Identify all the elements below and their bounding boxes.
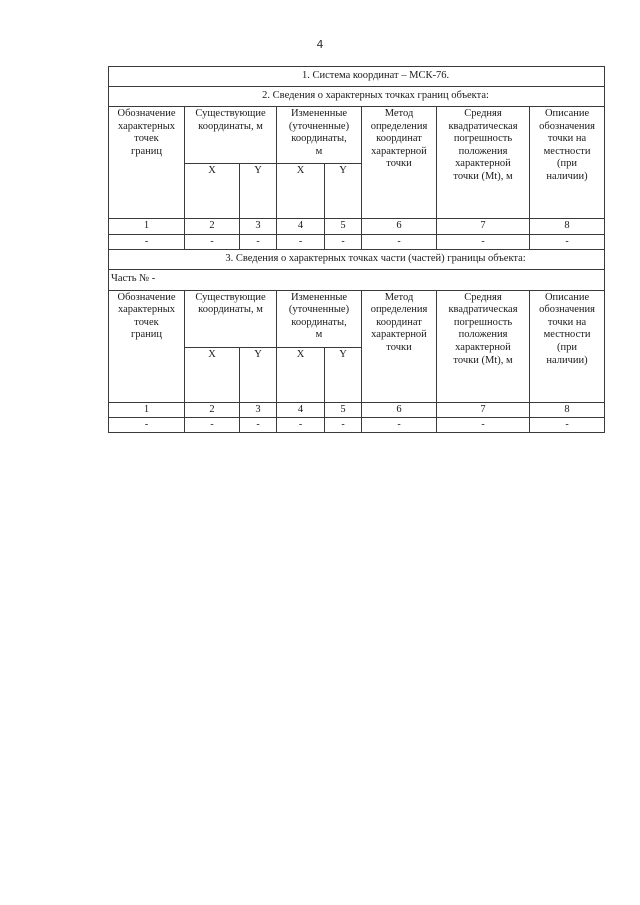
header-existing-x: X [185, 347, 240, 402]
table-row [109, 234, 605, 249]
coordinate-system-row [109, 67, 605, 87]
column-number: 2 [185, 402, 240, 418]
column-number: 8 [530, 219, 605, 235]
header-existing-coordinates: Существующие координаты, м [185, 107, 277, 164]
page-number: 4 [316, 38, 324, 51]
header-description: Описание обозначения точки на местности (при наличии) [530, 290, 605, 402]
coordinate-system-text: 1. Система координат – МСК-76. [109, 67, 605, 87]
table-row [109, 418, 605, 433]
column-number: 8 [530, 402, 605, 418]
column-number: 6 [362, 402, 437, 418]
header-changed-coordinates: Измененные (уточненные) координаты, м [277, 290, 362, 347]
header-changed-y: Y [325, 164, 362, 219]
header-row [109, 290, 605, 347]
table-cell: - [185, 234, 240, 249]
column-number: 6 [362, 219, 437, 235]
table-cell: - [325, 418, 362, 433]
column-number: 4 [277, 219, 325, 235]
table-cell: - [277, 234, 325, 249]
column-number: 2 [185, 219, 240, 235]
table-cell: - [362, 234, 437, 249]
table-cell: - [240, 418, 277, 433]
header-changed-coordinates: Измененные (уточненные) координаты, м [277, 107, 362, 164]
column-number: 3 [240, 219, 277, 235]
header-existing-x: X [185, 164, 240, 219]
table-cell: - [437, 234, 530, 249]
header-changed-x: X [277, 164, 325, 219]
part-label: Часть № - [109, 269, 605, 290]
table-cell: - [362, 418, 437, 433]
section-3-row [109, 249, 605, 269]
header-existing-y: Y [240, 164, 277, 219]
table-cell: - [109, 234, 185, 249]
header-mean-square-error: Средняя квадратическая погрешность положения характерной точки (Mt), м [437, 290, 530, 402]
table-cell: - [325, 234, 362, 249]
table-cell: - [240, 234, 277, 249]
section-2-title: 2. Сведения о характерных точках границ объекта: [109, 87, 605, 107]
part-row [109, 269, 605, 290]
boundary-points-table [108, 66, 605, 433]
column-number-row [109, 219, 605, 235]
table-cell: - [530, 418, 605, 433]
column-number-row [109, 402, 605, 418]
table-cell: - [109, 418, 185, 433]
column-number: 3 [240, 402, 277, 418]
header-mean-square-error: Средняя квадратическая погрешность положения характерной точки (Mt), м [437, 107, 530, 219]
header-existing-y: Y [240, 347, 277, 402]
header-changed-x: X [277, 347, 325, 402]
table-cell: - [277, 418, 325, 433]
column-number: 1 [109, 219, 185, 235]
table-cell: - [185, 418, 240, 433]
column-number: 4 [277, 402, 325, 418]
header-changed-y: Y [325, 347, 362, 402]
column-number: 7 [437, 402, 530, 418]
header-point-designation: Обозначение характерных точек границ [109, 107, 185, 219]
table-cell: - [437, 418, 530, 433]
header-method: Метод определения координат характерной точки [362, 290, 437, 402]
header-method: Метод определения координат характерной точки [362, 107, 437, 219]
section-2-row [109, 87, 605, 107]
header-point-designation: Обозначение характерных точек границ [109, 290, 185, 402]
header-row [109, 107, 605, 164]
header-description: Описание обозначения точки на местности (при наличии) [530, 107, 605, 219]
column-number: 5 [325, 402, 362, 418]
column-number: 5 [325, 219, 362, 235]
column-number: 1 [109, 402, 185, 418]
header-existing-coordinates: Существующие координаты, м [185, 290, 277, 347]
section-3-title: 3. Сведения о характерных точках части (частей) границы объекта: [109, 249, 605, 269]
table-cell: - [530, 234, 605, 249]
column-number: 7 [437, 219, 530, 235]
